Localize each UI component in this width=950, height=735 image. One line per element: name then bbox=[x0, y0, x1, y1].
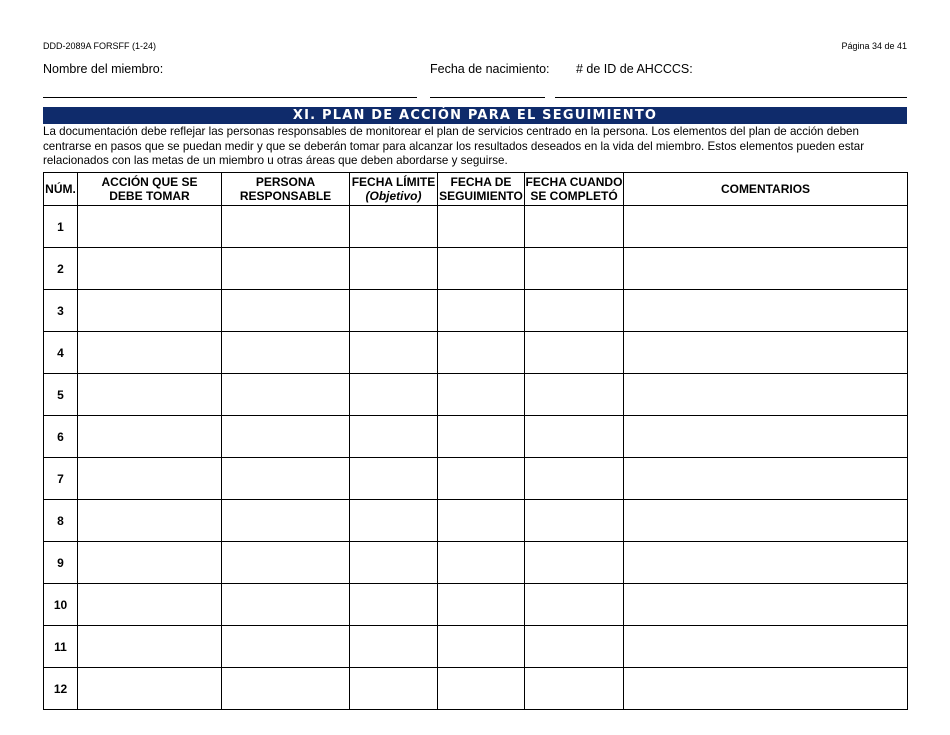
table-row bbox=[44, 584, 908, 626]
col-followup-header bbox=[438, 173, 525, 206]
person-cell[interactable] bbox=[222, 500, 350, 542]
row-number: 2 bbox=[44, 248, 78, 290]
comments-cell[interactable] bbox=[624, 248, 908, 290]
row-number: 8 bbox=[44, 500, 78, 542]
col-completed-header bbox=[525, 173, 624, 206]
deadline-cell[interactable] bbox=[350, 626, 438, 668]
col-completed-line1: FECHA CUANDO bbox=[525, 175, 623, 189]
col-action-line2: DEBE TOMAR bbox=[109, 189, 190, 203]
comments-cell[interactable] bbox=[624, 626, 908, 668]
row-number: 5 bbox=[44, 374, 78, 416]
col-deadline-header bbox=[350, 173, 438, 206]
col-followup-line2: SEGUIMIENTO bbox=[439, 189, 523, 203]
followup-cell[interactable] bbox=[438, 458, 525, 500]
ahcccs-id-label: # de ID de AHCCCS: bbox=[576, 62, 693, 76]
deadline-cell[interactable] bbox=[350, 332, 438, 374]
deadline-cell[interactable] bbox=[350, 206, 438, 248]
person-cell[interactable] bbox=[222, 458, 350, 500]
col-deadline-line2: (Objetivo) bbox=[365, 189, 422, 203]
comments-cell[interactable] bbox=[624, 206, 908, 248]
section-title: XI. PLAN DE ACCIÓN PARA EL SEGUIMIENTO bbox=[43, 107, 907, 124]
deadline-cell[interactable] bbox=[350, 374, 438, 416]
comments-cell[interactable] bbox=[624, 542, 908, 584]
section-intro: La documentación debe reflejar las personas responsables de monitorear el plan de servicios centrado en la persona. Los elementos del plan de acción deben centrarse en pasos que se puedan medir y que se deberán tomar para alcanzar los resultados deseados en la vida del miembro. Estos elementos pueden estar relacionados con las metas de un miembro u otras áreas que deben abordarse y seguirse. bbox=[43, 125, 865, 168]
action-cell[interactable] bbox=[78, 458, 222, 500]
followup-cell[interactable] bbox=[438, 248, 525, 290]
table-row bbox=[44, 668, 908, 710]
followup-cell[interactable] bbox=[438, 206, 525, 248]
row-number: 4 bbox=[44, 332, 78, 374]
action-cell[interactable] bbox=[78, 584, 222, 626]
row-number: 3 bbox=[44, 290, 78, 332]
page-number: Página 34 de 41 bbox=[841, 41, 907, 51]
row-number: 11 bbox=[44, 626, 78, 668]
completed-cell[interactable] bbox=[525, 248, 624, 290]
deadline-cell[interactable] bbox=[350, 668, 438, 710]
deadline-cell[interactable] bbox=[350, 248, 438, 290]
person-cell[interactable] bbox=[222, 206, 350, 248]
action-plan-table bbox=[43, 172, 908, 710]
row-number: 6 bbox=[44, 416, 78, 458]
comments-cell[interactable] bbox=[624, 668, 908, 710]
followup-cell[interactable] bbox=[438, 584, 525, 626]
table-header-row bbox=[44, 173, 908, 206]
completed-cell[interactable] bbox=[525, 668, 624, 710]
action-cell[interactable] bbox=[78, 542, 222, 584]
deadline-cell[interactable] bbox=[350, 500, 438, 542]
table-row bbox=[44, 290, 908, 332]
person-cell[interactable] bbox=[222, 332, 350, 374]
member-name-field[interactable] bbox=[43, 97, 417, 98]
deadline-cell[interactable] bbox=[350, 290, 438, 332]
table-row bbox=[44, 332, 908, 374]
completed-cell[interactable] bbox=[525, 626, 624, 668]
followup-cell[interactable] bbox=[438, 626, 525, 668]
row-number: 10 bbox=[44, 584, 78, 626]
followup-cell[interactable] bbox=[438, 542, 525, 584]
table-row bbox=[44, 542, 908, 584]
followup-cell[interactable] bbox=[438, 332, 525, 374]
table-row bbox=[44, 206, 908, 248]
person-cell[interactable] bbox=[222, 626, 350, 668]
comments-cell[interactable] bbox=[624, 416, 908, 458]
action-cell[interactable] bbox=[78, 206, 222, 248]
table-row bbox=[44, 500, 908, 542]
comments-cell[interactable] bbox=[624, 332, 908, 374]
followup-cell[interactable] bbox=[438, 500, 525, 542]
row-number: 12 bbox=[44, 668, 78, 710]
action-cell[interactable] bbox=[78, 416, 222, 458]
dob-label: Fecha de nacimiento: bbox=[430, 62, 550, 76]
person-cell[interactable] bbox=[222, 668, 350, 710]
completed-cell[interactable] bbox=[525, 374, 624, 416]
completed-cell[interactable] bbox=[525, 542, 624, 584]
form-id: DDD-2089A FORSFF (1-24) bbox=[43, 41, 157, 51]
col-person-header bbox=[222, 173, 350, 206]
completed-cell[interactable] bbox=[525, 500, 624, 542]
completed-cell[interactable] bbox=[525, 416, 624, 458]
deadline-cell[interactable] bbox=[350, 584, 438, 626]
col-followup-line1: FECHA DE bbox=[450, 175, 512, 189]
col-comments-header: COMENTARIOS bbox=[624, 173, 908, 206]
person-cell[interactable] bbox=[222, 290, 350, 332]
ahcccs-id-field[interactable] bbox=[555, 97, 907, 98]
action-cell[interactable] bbox=[78, 668, 222, 710]
completed-cell[interactable] bbox=[525, 458, 624, 500]
completed-cell[interactable] bbox=[525, 332, 624, 374]
col-action-line1: ACCIÓN QUE SE bbox=[101, 175, 198, 189]
table-row bbox=[44, 248, 908, 290]
col-deadline-line1: FECHA LÍMITE bbox=[351, 175, 436, 189]
action-cell[interactable] bbox=[78, 626, 222, 668]
dob-field[interactable] bbox=[430, 97, 545, 98]
comments-cell[interactable] bbox=[624, 458, 908, 500]
deadline-cell[interactable] bbox=[350, 542, 438, 584]
completed-cell[interactable] bbox=[525, 584, 624, 626]
action-cell[interactable] bbox=[78, 500, 222, 542]
col-action-header bbox=[78, 173, 222, 206]
completed-cell[interactable] bbox=[525, 290, 624, 332]
col-person-line1: PERSONA bbox=[255, 175, 316, 189]
followup-cell[interactable] bbox=[438, 290, 525, 332]
comments-cell[interactable] bbox=[624, 290, 908, 332]
comments-cell[interactable] bbox=[624, 500, 908, 542]
action-cell[interactable] bbox=[78, 332, 222, 374]
person-cell[interactable] bbox=[222, 416, 350, 458]
col-completed-line2: SE COMPLETÓ bbox=[530, 189, 618, 203]
table-row bbox=[44, 374, 908, 416]
person-cell[interactable] bbox=[222, 584, 350, 626]
member-name-label: Nombre del miembro: bbox=[43, 62, 164, 76]
followup-cell[interactable] bbox=[438, 668, 525, 710]
table-row bbox=[44, 416, 908, 458]
comments-cell[interactable] bbox=[624, 584, 908, 626]
table-row bbox=[44, 458, 908, 500]
person-cell[interactable] bbox=[222, 542, 350, 584]
followup-cell[interactable] bbox=[438, 374, 525, 416]
col-person-line2: RESPONSABLE bbox=[239, 189, 332, 203]
action-cell[interactable] bbox=[78, 248, 222, 290]
completed-cell[interactable] bbox=[525, 206, 624, 248]
deadline-cell[interactable] bbox=[350, 458, 438, 500]
followup-cell[interactable] bbox=[438, 416, 525, 458]
col-num-header: NÚM. bbox=[44, 173, 78, 206]
action-cell[interactable] bbox=[78, 290, 222, 332]
row-number: 7 bbox=[44, 458, 78, 500]
row-number: 1 bbox=[44, 206, 78, 248]
table-row bbox=[44, 626, 908, 668]
person-cell[interactable] bbox=[222, 374, 350, 416]
action-cell[interactable] bbox=[78, 374, 222, 416]
row-number: 9 bbox=[44, 542, 78, 584]
person-cell[interactable] bbox=[222, 248, 350, 290]
deadline-cell[interactable] bbox=[350, 416, 438, 458]
comments-cell[interactable] bbox=[624, 374, 908, 416]
